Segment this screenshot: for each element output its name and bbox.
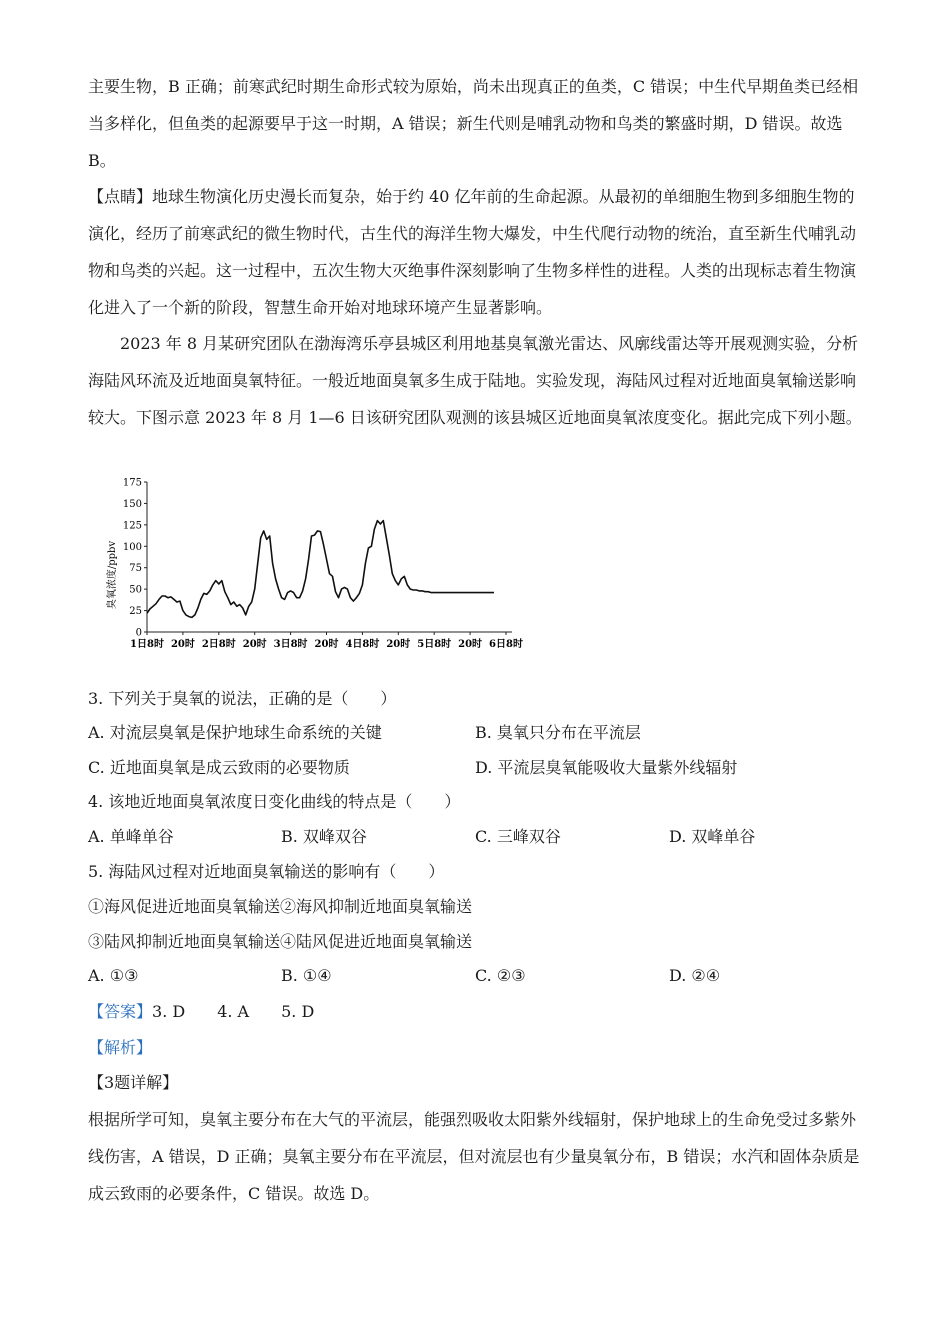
q4-stem: 4. 该地近地面臭氧浓度日变化曲线的特点是（ ） bbox=[88, 792, 461, 811]
chart-y-tick-label: 100 bbox=[122, 541, 142, 553]
q4-option-a: A. 单峰单谷 bbox=[88, 827, 174, 846]
paragraph-intro: 2023 年 8 月某研究团队在渤海湾乐亭县城区利用地基臭氧激光雷达、风廓线雷达等开展观测实验，分析海陆风环流及近地面臭氧特征。一般近地面臭氧多生成于陆地。实验发现，海陆风过程对近地面臭氧输送影响较大。下图示意 2023 年 8 月 1—6 日该研究团队观测的该县城区近地面臭氧浓度变化。据此完成下列小题。 bbox=[88, 334, 862, 427]
ozone-series-line bbox=[147, 521, 494, 618]
ozone-chart bbox=[106, 470, 536, 658]
chart-y-tick-label: 125 bbox=[122, 520, 142, 532]
chart-y-tick-label: 175 bbox=[122, 477, 142, 489]
chart-x-tick-label: 6日8时 bbox=[489, 639, 523, 650]
q3-option-c: C. 近地面臭氧是成云致雨的必要物质 bbox=[88, 758, 350, 777]
chart-x-tick-label: 4日8时 bbox=[345, 639, 380, 650]
chart-x-tick-label: 20时 bbox=[242, 639, 267, 650]
paragraph-dianjing bbox=[88, 178, 868, 326]
chart-x-tick-label: 2日8时 bbox=[201, 639, 236, 650]
q5-statements-2: ③陆风抑制近地面臭氧输送④陆风促进近地面臭氧输送 bbox=[88, 932, 473, 951]
q4-option-b: B. 双峰双谷 bbox=[281, 827, 367, 846]
q4-option-d: D. 双峰单谷 bbox=[669, 827, 756, 846]
q3-detail-title: 【3题详解】 bbox=[88, 1073, 179, 1092]
q4-option-c: C. 三峰双谷 bbox=[475, 827, 561, 846]
chart-y-tick-label: 150 bbox=[122, 498, 142, 510]
chart-y-tick-label: 0 bbox=[135, 627, 142, 639]
dianjing-text: 地球生物演化历史漫长而复杂，始于约 40 亿年前的生命起源。从最初的单细胞生物到多细胞生物的演化，经历了前寒武纪的微生物时代，古生代的海洋生物大爆发，中生代爬行动物的统治，直至新生代哺乳动物和鸟类的兴起。这一过程中，五次生物大灭绝事件深刻影响了生物多样性的进程。人类的出现标志着生物演化进入了一个新的阶段，智慧生命开始对地球环境产生显著影响。 bbox=[88, 187, 857, 317]
q5-statements-1: ①海风促进近地面臭氧输送②海风抑制近地面臭氧输送 bbox=[88, 897, 473, 916]
q3-stem: 3. 下列关于臭氧的说法，正确的是（ ） bbox=[88, 689, 397, 708]
chart-y-label: 臭氧浓度/ppbv bbox=[107, 540, 118, 610]
chart-y-tick-label: 25 bbox=[129, 606, 142, 618]
q3-option-d: D. 平流层臭氧能吸收大量紫外线辐射 bbox=[475, 758, 738, 777]
q3-option-b: B. 臭氧只分布在平流层 bbox=[475, 723, 641, 742]
q3-detail-text: 根据所学可知，臭氧主要分布在大气的平流层，能强烈吸收太阳紫外线辐射，保护地球上的生命免受过多紫外线伤害，A 错误，D 正确；臭氧主要分布在平流层，但对流层也有少量臭氧分布，B 错误；水汽和固体杂质是成云致雨的必要条件，C 错误。故选 D。 bbox=[88, 1110, 860, 1203]
chart-y-tick-label: 75 bbox=[129, 563, 142, 575]
chart-x-ticks bbox=[130, 632, 523, 650]
q5-option-b: B. ①④ bbox=[281, 966, 332, 985]
q5-stem: 5. 海陆风过程对近地面臭氧输送的影响有（ ） bbox=[88, 862, 445, 881]
chart-y-ticks bbox=[123, 478, 147, 639]
chart-y-tick-label: 50 bbox=[129, 584, 142, 596]
chart-x-tick-label: 5日8时 bbox=[417, 639, 452, 650]
chart-x-tick-label: 3日8时 bbox=[273, 639, 308, 650]
analysis-label: 【解析】 bbox=[88, 1038, 153, 1057]
q5-option-a: A. ①③ bbox=[88, 966, 139, 985]
chart-x-tick-label: 20时 bbox=[386, 639, 411, 650]
answer-text: 3. D 4. A 5. D bbox=[152, 1002, 315, 1021]
answer-line bbox=[88, 1001, 314, 1023]
paragraph-previous-analysis: 主要生物，B 正确；前寒武纪时期生命形式较为原始，尚未出现真正的鱼类，C 错误；中生代早期鱼类已经相当多样化，但鱼类的起源要早于这一时期，A 错误；新生代则是哺乳动物和鸟类的繁盛时期，D 错误。故选 B。 bbox=[88, 77, 859, 170]
chart-x-tick-label: 1日8时 bbox=[130, 639, 164, 650]
dianjing-label: 【点睛】 bbox=[88, 187, 153, 206]
answer-label: 【答案】 bbox=[88, 1002, 153, 1021]
q5-option-d: D. ②④ bbox=[669, 966, 721, 985]
chart-x-tick-label: 20时 bbox=[170, 639, 195, 650]
chart-x-tick-label: 20时 bbox=[458, 639, 483, 650]
q3-option-a: A. 对流层臭氧是保护地球生命系统的关键 bbox=[88, 723, 382, 742]
chart-x-tick-label: 20时 bbox=[314, 639, 339, 650]
q5-option-c: C. ②③ bbox=[475, 966, 526, 985]
